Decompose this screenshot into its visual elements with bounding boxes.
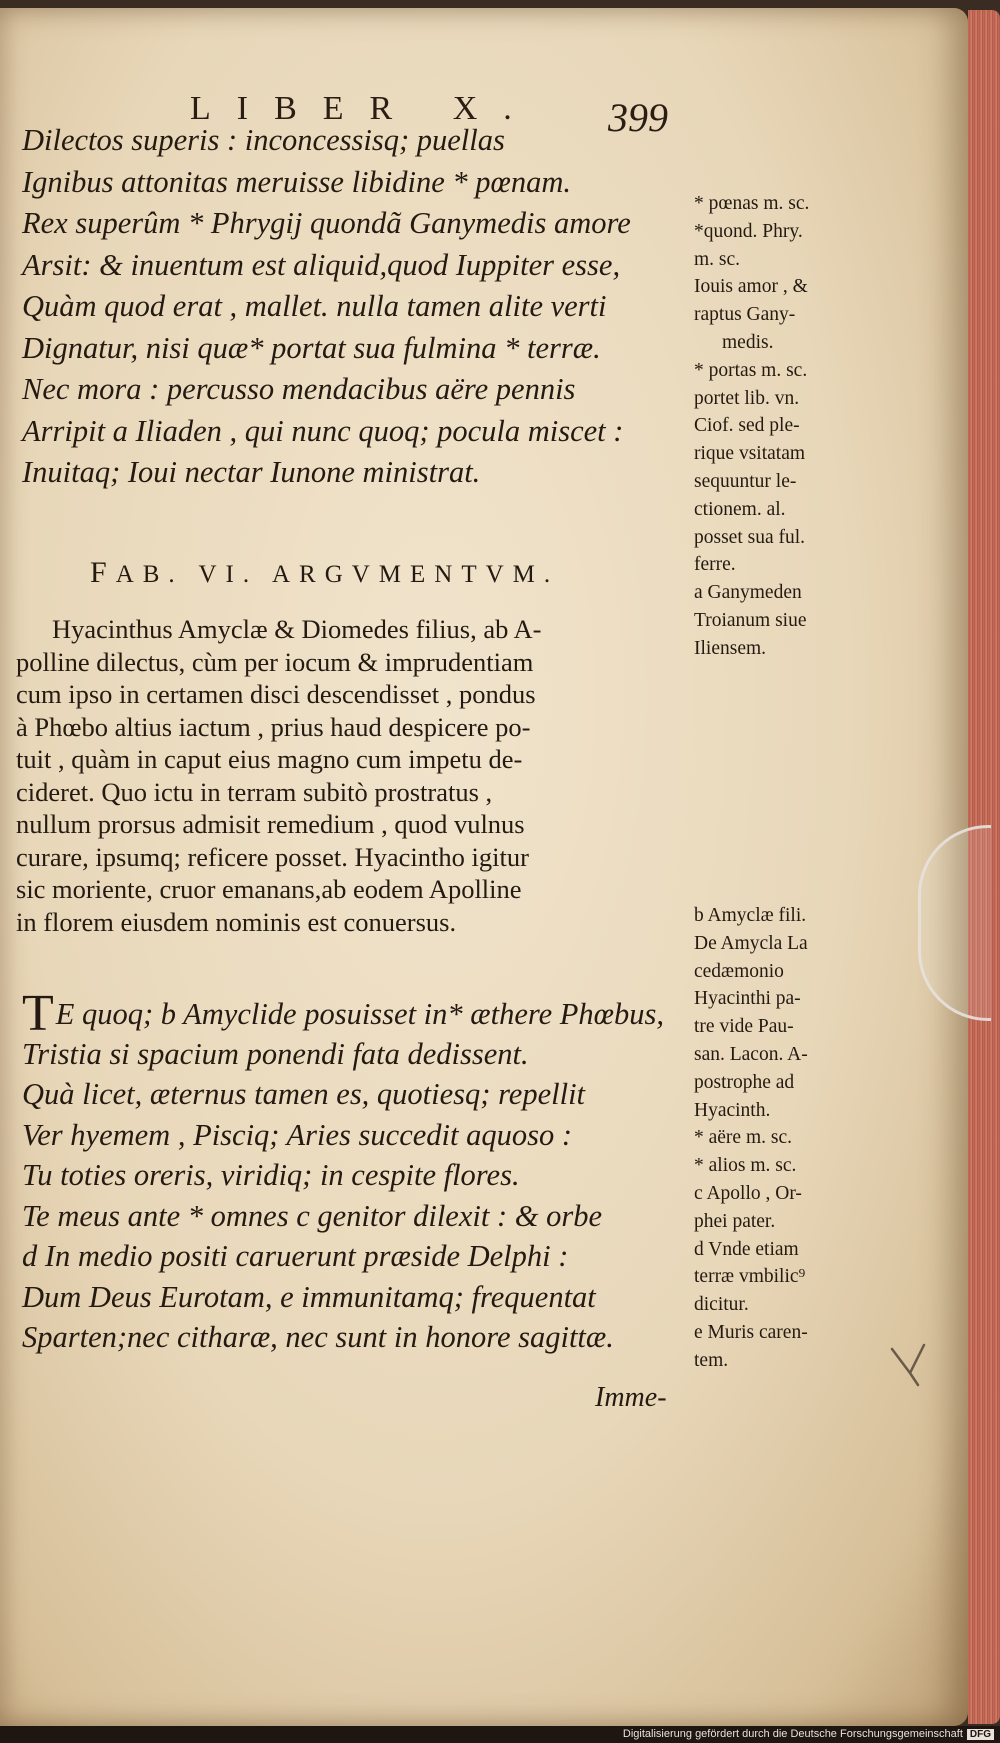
verse-top: [22, 120, 682, 494]
argumentum-prose: [16, 613, 684, 938]
prose-line: à Phœbo altius iactum , prius haud despicere po-: [16, 711, 531, 742]
verse-line: d In medio positi caruerunt præside Delphi :: [22, 1239, 569, 1273]
prose-line: sic moriente, cruor emanans,ab eodem Apolline: [16, 874, 522, 904]
note-line: * alios m. sc.: [694, 1155, 797, 1177]
prose-line: Hyacinthus Amyclæ & Diomedes filius, ab A-: [52, 614, 542, 644]
note-line: terræ vmbilic⁹: [694, 1266, 806, 1288]
running-head: LIBER X.: [190, 90, 538, 127]
note-line: e Muris caren-: [694, 1321, 808, 1343]
note-line: Hyacinth.: [694, 1099, 771, 1121]
note-line: De Amycla La: [694, 932, 808, 954]
note-line: Hyacinthi pa-: [694, 988, 801, 1010]
note-line: d Vnde etiam: [694, 1238, 799, 1260]
note-line: ctionem. al.: [694, 498, 786, 520]
prose-line: polline dilectus, cùm per iocum & imprudentiam: [16, 646, 534, 677]
note-line: * portas m. sc.: [694, 359, 808, 381]
note-line: medis.: [722, 331, 774, 353]
prose-line: nullum prorsus admisit remedium , quod vulnus: [16, 809, 525, 839]
verse-line: Quà licet, æternus tamen es, quotiesq; repellit: [22, 1077, 586, 1111]
note-line: postrophe ad: [694, 1071, 795, 1093]
note-line: Troianum siue: [694, 609, 807, 631]
note-line: * pœnas m. sc.: [694, 193, 810, 214]
note-line: rique vsitatam: [694, 443, 806, 465]
note-line: cedæmonio: [694, 960, 784, 982]
note-line: Iliensem.: [694, 637, 767, 659]
verse-line: Inuitaq; Ioui nectar Iunone ministrat.: [22, 455, 481, 489]
note-line: san. Lacon. A-: [694, 1043, 808, 1065]
verse-line: Te meus ante * omnes c genitor dilexit : & orbe: [22, 1198, 602, 1233]
pencil-mark-icon: [890, 1343, 930, 1387]
verse-line: Arripit a Iliaden , qui nunc quoq; pocula miscet :: [22, 413, 624, 448]
note-line: phei pater.: [694, 1210, 776, 1232]
note-line: Iouis amor , &: [694, 276, 808, 298]
note-line: portet lib. vn.: [694, 387, 800, 409]
dfg-logo: DFG: [967, 1729, 994, 1740]
prose-line: cum ipso in certamen disci descendisset , pondus: [16, 679, 536, 709]
prose-line: cideret. Quo ictu in terram subitò prostratus ,: [16, 776, 493, 807]
verse-line: Ver hyemem , Pisciq; Aries succedit aquoso :: [22, 1117, 572, 1152]
marginal-notes-top: [694, 190, 876, 663]
catchword: Imme-: [595, 1382, 667, 1413]
verse-line: Arsit: & inuentum est aliquid,quod Iuppiter esse,: [22, 247, 621, 282]
verse-line: Rex superûm * Phrygij quondã Ganymedis amore: [22, 206, 631, 240]
note-line: c Apollo , Or-: [694, 1182, 802, 1204]
prose-line: in florem eiusdem nominis est conuersus.: [16, 906, 457, 937]
verse-line: Sparten;nec citharæ, nec sunt in honore sagittæ.: [22, 1320, 614, 1354]
note-line: m. sc.: [694, 248, 741, 270]
prose-line: tuit , quàm in caput eius magno cum impetu de-: [16, 744, 523, 774]
note-line: tem.: [694, 1349, 729, 1371]
digitization-credit: [623, 1728, 994, 1740]
note-line: *quond. Phry.: [694, 220, 803, 242]
verse-bottom: [22, 985, 682, 1358]
note-line: sequuntur le-: [694, 470, 797, 492]
fable-heading: [90, 556, 650, 590]
verse-line: Quàm quod erat , mallet. nulla tamen alite verti: [22, 289, 607, 323]
verse-line: Nec mora : percusso mendacibus aëre pennis: [22, 372, 576, 406]
verse-line: Tristia si spacium ponendi fata dedissent.: [22, 1036, 529, 1071]
note-line: tre vide Pau-: [694, 1016, 794, 1038]
verse-line: E quoq; b Amyclide posuisset in* æthere Phœbus,: [55, 997, 665, 1031]
heading-text: AB. VI. ARGVMENTVM.: [115, 561, 560, 588]
note-line: posset sua ful.: [694, 526, 806, 548]
credit-text: Digitalisierung gefördert durch die Deutsche Forschungsgemeinschaft: [622, 1728, 963, 1740]
verse-line: Tu toties oreris, viridiq; in cespite flores.: [22, 1158, 520, 1192]
marginal-notes-bottom: [694, 902, 876, 1375]
note-line: a Ganymeden: [694, 582, 802, 604]
note-line: ferre.: [694, 554, 736, 576]
note-line: raptus Gany-: [694, 304, 796, 326]
verse-line: Ignibus attonitas meruisse libidine * pœnam.: [22, 164, 571, 199]
folio-number: 399: [608, 95, 668, 140]
heading-initial: F: [90, 556, 116, 589]
note-line: dicitur.: [694, 1294, 749, 1316]
book-page: [0, 8, 968, 1726]
verse-line: Dum Deus Eurotam, e immunitamq; frequentat: [22, 1279, 596, 1314]
verse-line: Dignatur, nisi quæ* portat sua fulmina * terræ.: [22, 330, 601, 365]
prose-line: curare, ipsumq; reficere posset. Hyacintho igitur: [16, 841, 529, 872]
drop-cap: T: [22, 985, 54, 1042]
note-line: * aëre m. sc.: [694, 1127, 792, 1149]
note-line: b Amyclæ fili.: [694, 905, 807, 926]
verse-first-line: [22, 985, 682, 1042]
note-line: Ciof. sed ple-: [694, 415, 800, 437]
verse-line: Dilectos superis : inconcessisq; puellas: [22, 123, 505, 157]
